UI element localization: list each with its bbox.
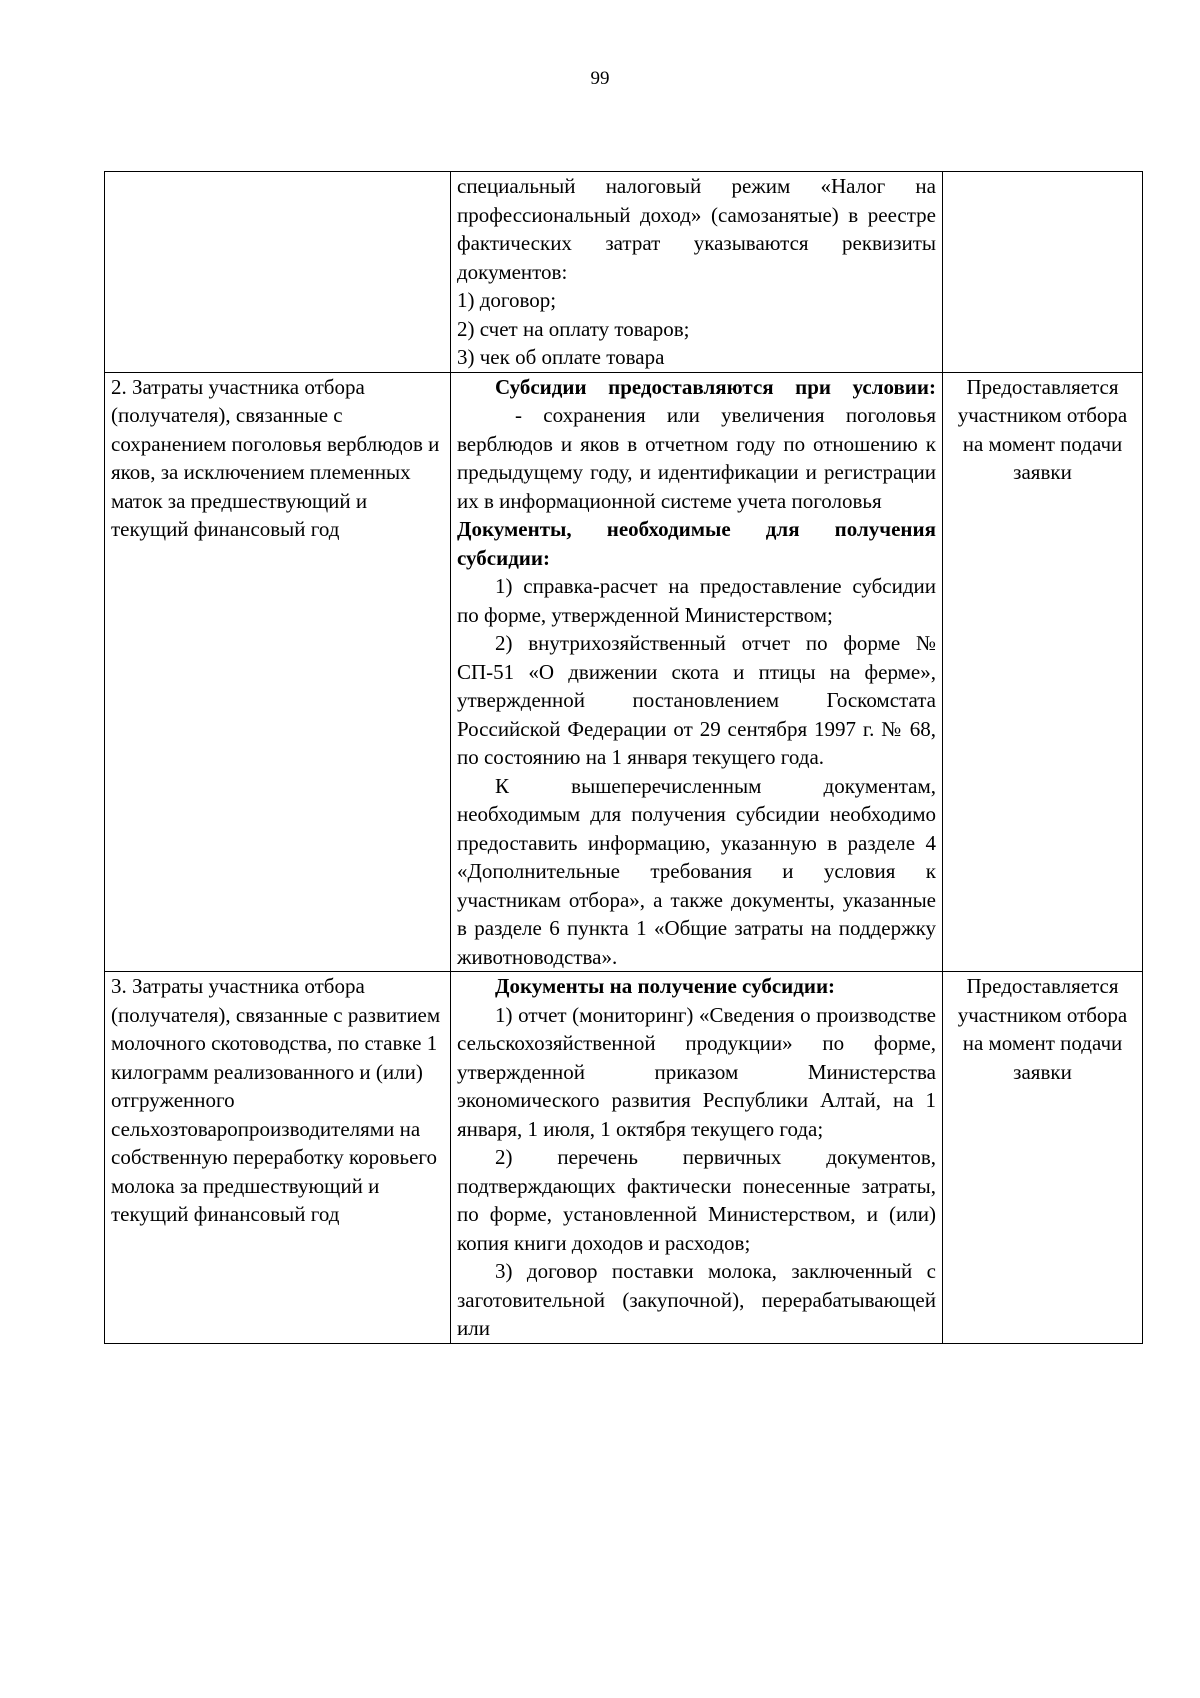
row1-item-3: 3) чек об оплате товара bbox=[457, 345, 665, 369]
row2-condition-text: - сохранения или увеличения поголовья верблюдов и яков в отчетном году по отношению к предыдущему году, и идентификации и регистрации их в информационной системе учета поголовья bbox=[457, 403, 936, 513]
row2-provision-cell: Предоставляется участником отбора на момент подачи заявки bbox=[943, 372, 1143, 972]
row1-conditions-cell bbox=[451, 172, 943, 373]
row1-provision-cell bbox=[943, 172, 1143, 373]
row1-cost-cell bbox=[105, 172, 451, 373]
row3-heading-documents: Документы на получение субсидии: bbox=[495, 974, 836, 998]
row1-item-1: 1) договор; bbox=[457, 288, 557, 312]
row2-document-2: 2) внутрихозяйственный отчет по форме № СП-51 «О движении скота и птицы на ферме», утвержденной постановлением Госкомстата Российской Федерации от 29 сентября 1997 г. № 68, по состоянию на 1 января текущего года. bbox=[457, 631, 936, 769]
row2-cost-cell: 2. Затраты участника отбора (получателя), связанные с сохранением поголовья верблюдов и яков, за исключением племенных маток за предшествующий и текущий финансовый год bbox=[105, 372, 451, 972]
row1-text: специальный налоговый режим «Налог на профессиональный доход» (самозанятые) в реестре фактических затрат указываются реквизиты документов: bbox=[457, 174, 936, 284]
row2-document-1: 1) справка-расчет на предоставление субсидии по форме, утвержденной Министерством; bbox=[457, 574, 936, 627]
row2-heading-documents: Документы, необходимые для получения субсидии: bbox=[457, 517, 936, 570]
row2-heading-conditions: Субсидии предоставляются при условии: bbox=[495, 374, 936, 399]
row3-provision-cell: Предоставляется участником отбора на момент подачи заявки bbox=[943, 972, 1143, 1344]
row3-document-2: 2) перечень первичных документов, подтверждающих фактически понесенные затраты, по форме, установленной Министерством, и (или) копия книги доходов и расходов; bbox=[457, 1145, 936, 1255]
table-row bbox=[105, 172, 1143, 373]
row3-conditions-cell bbox=[451, 972, 943, 1344]
row3-document-1: 1) отчет (мониторинг) «Сведения о производстве сельскохозяйственной продукции» по форме, утвержденной приказом Министерства экономического развития Республики Алтай, на 1 января, 1 июля, 1 октября текущего года; bbox=[457, 1002, 936, 1141]
row3-document-3: 3) договор поставки молока, заключенный с заготовительной (закупочной), перерабатывающей или bbox=[457, 1259, 936, 1340]
row1-item-2: 2) счет на оплату товаров; bbox=[457, 316, 690, 341]
table-row bbox=[105, 372, 1143, 972]
table-row bbox=[105, 972, 1143, 1344]
requirements-table bbox=[104, 171, 1143, 1344]
row2-additional-info: К вышеперечисленным документам, необходимым для получения субсидии необходимо предоставить информацию, указанную в разделе 4 «Дополнительные требования и условия к участникам отбора», а также документы, указанные в разделе 6 пункта 1 «Общие затраты на поддержку животноводства». bbox=[457, 773, 936, 969]
page-number: 99 bbox=[590, 68, 610, 89]
row2-conditions-cell bbox=[451, 372, 943, 972]
row3-cost-cell: 3. Затраты участника отбора (получателя), связанные с развитием молочного скотоводства, по ставке 1 килограмм реализованного и (или) отгруженного сельхозтоваропроизводителями на собственную переработку коровьего молока за предшествующий и текущий финансовый год bbox=[105, 972, 451, 1344]
